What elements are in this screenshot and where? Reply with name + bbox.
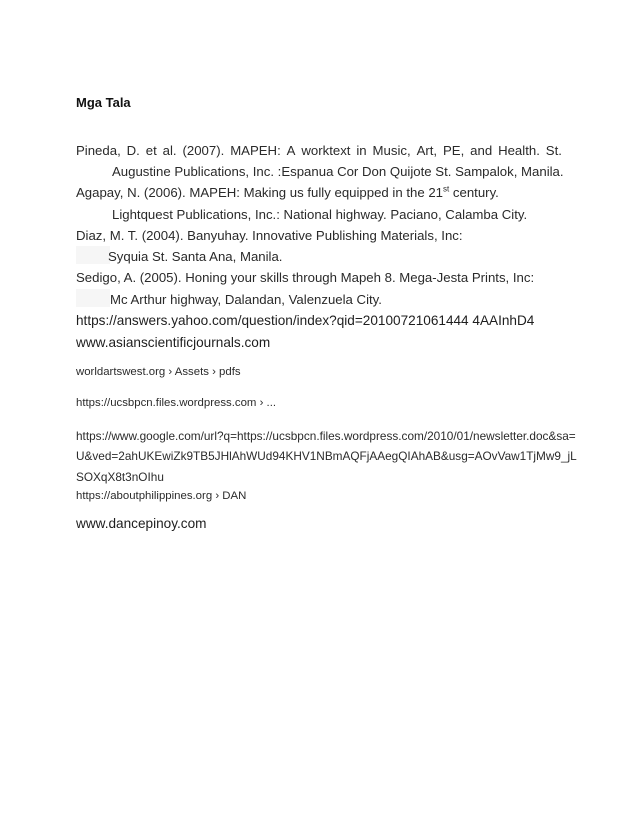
reference-sedigo-line-2: Mc Arthur highway, Dalandan, Valenzuela City. (110, 292, 382, 307)
link-dancepinoy[interactable]: www.dancepinoy.com (76, 516, 207, 531)
reference-agapay-text-end: century. (449, 185, 499, 200)
reference-pineda-word: et (145, 143, 157, 158)
reference-agapay-line-1 (76, 185, 499, 201)
link-aboutphilippines[interactable]: https://aboutphilippines.org › DAN (76, 490, 247, 502)
reference-pineda-word: (2007). (182, 143, 225, 158)
reference-pineda-word: in (356, 143, 367, 158)
highlight-block (76, 246, 110, 264)
reference-agapay-line-2: Lightquest Publications, Inc.: National highway. Paciano, Calamba City. (112, 207, 528, 222)
reference-pineda-word: D. (126, 143, 140, 158)
page-title: Mga Tala (76, 95, 131, 110)
highlight-block (76, 289, 110, 307)
link-asian-scientific-journals[interactable]: www.asianscientificjournals.com (76, 335, 271, 350)
reference-pineda-word: St. (545, 143, 562, 158)
reference-pineda-word: Health. (498, 143, 540, 158)
reference-pineda-word: MAPEH: (230, 143, 281, 158)
reference-agapay-text: Agapay, N. (2006). MAPEH: Making us fully equipped in the 21 (76, 185, 444, 200)
reference-pineda-line-1 (76, 143, 562, 159)
reference-sedigo-line-1: Sedigo, A. (2005). Honing your skills through Mapeh 8. Mega-Jesta Prints, Inc: (76, 270, 535, 285)
reference-pineda-word: al. (162, 143, 177, 158)
link-worldartswest[interactable]: worldartswest.org › Assets › pdfs (76, 366, 241, 378)
reference-pineda-word: worktext (301, 143, 351, 158)
link-google-line-1[interactable]: https://www.google.com/url?q=https://ucsbpcn.files.wordpress.com/2010/01/newsletter.doc&sa= (76, 429, 576, 443)
reference-pineda-word: Art, (416, 143, 438, 158)
reference-diaz-line-2: Syquia St. Santa Ana, Manila. (108, 249, 283, 264)
reference-agapay-superscript: st (443, 184, 450, 194)
reference-diaz-line-1: Diaz, M. T. (2004). Banyuhay. Innovative Publishing Materials, Inc: (76, 228, 463, 243)
reference-pineda-word: PE, (442, 143, 465, 158)
reference-pineda-word: and (470, 143, 493, 158)
reference-pineda-word: Music, (372, 143, 411, 158)
link-google-line-2[interactable]: U&ved=2ahUKEwiZk9TB5JHlAhWUd94KHV1NBmAQFjAAegQIAhAB&usg=AOvVaw1TjMw9_jL (76, 449, 577, 463)
reference-pineda-word: Pineda, (76, 143, 121, 158)
reference-pineda-line-2: Augustine Publications, Inc. :Espanua Cor Don Quijote St. Sampalok, Manila. (112, 164, 564, 179)
link-ucsbpcn[interactable]: https://ucsbpcn.files.wordpress.com › ... (76, 397, 277, 409)
link-google-line-3[interactable]: SOXqX8t3nOIhu (76, 470, 164, 484)
link-yahoo-answers[interactable]: https://answers.yahoo.com/question/index?qid=20100721061444 4AAInhD4 (76, 313, 535, 328)
reference-pineda-word: A (286, 143, 296, 158)
